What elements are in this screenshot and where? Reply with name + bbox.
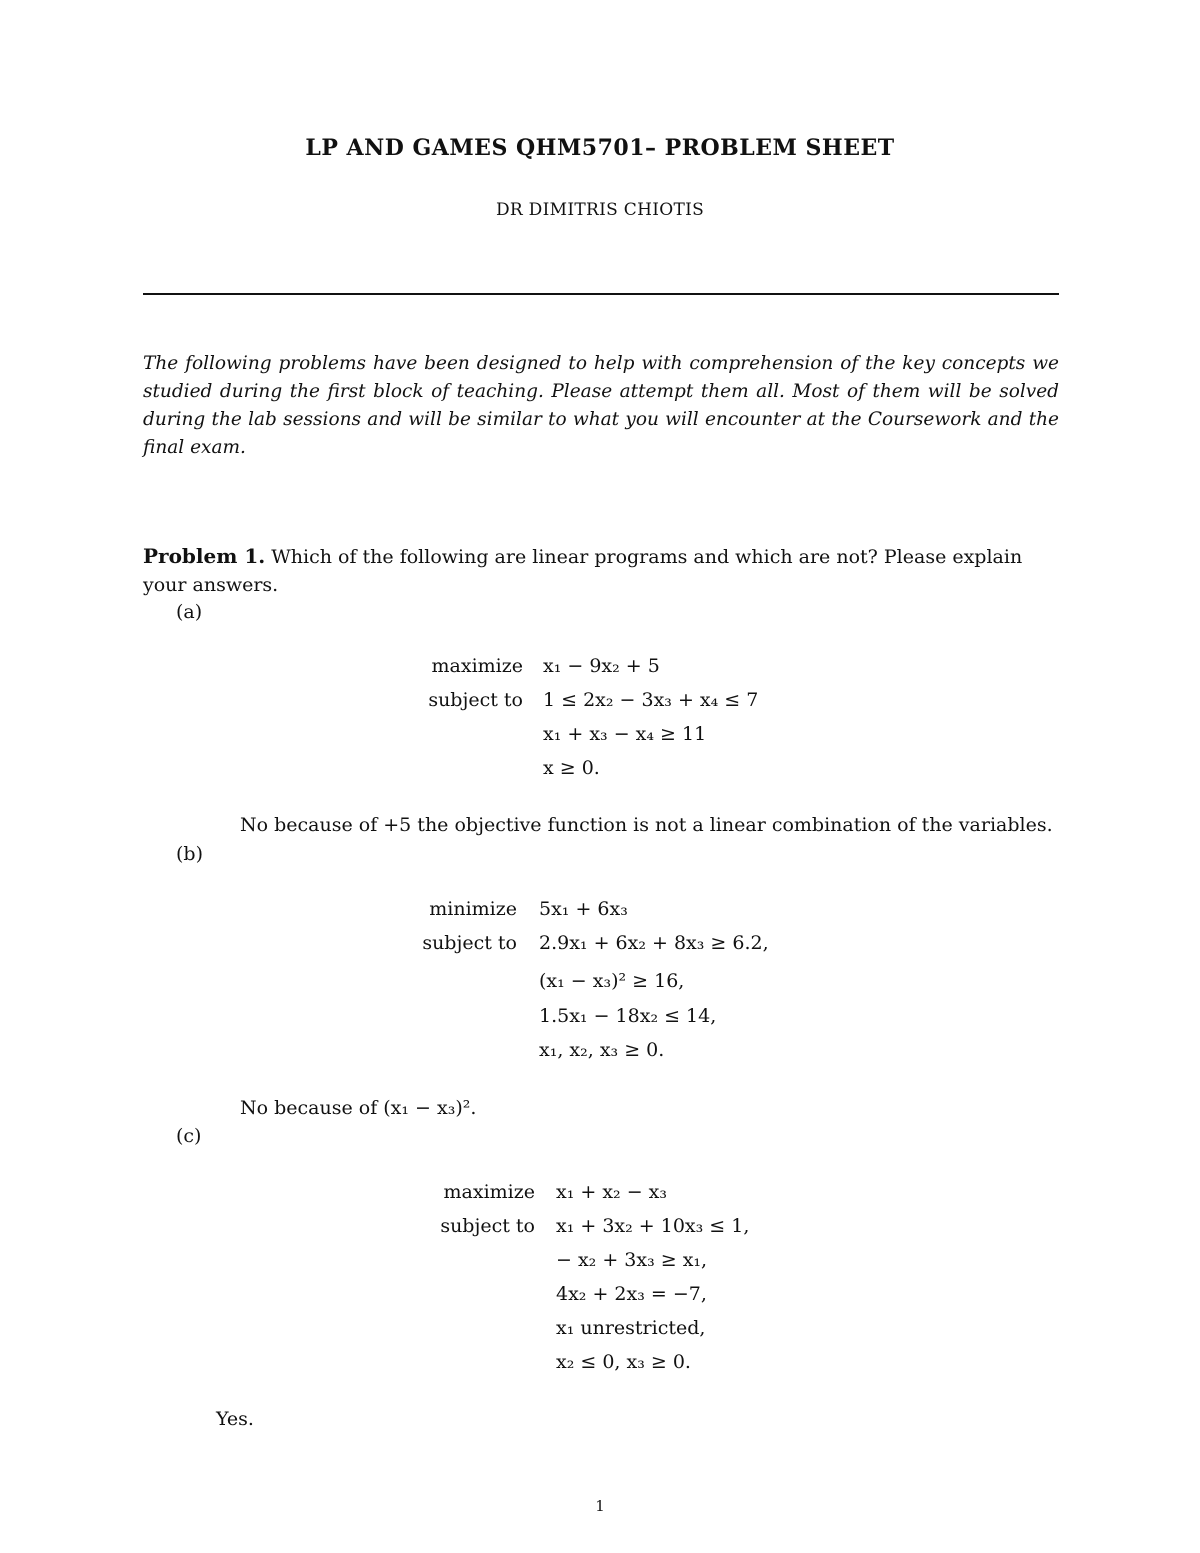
problem-1-question: Which of the following are linear programs and which are not? Please explain your answers. bbox=[143, 546, 1023, 596]
author-name: DR DIMITRIS CHIOTIS bbox=[495, 200, 705, 220]
constraint-keyword: subject to bbox=[428, 689, 523, 711]
horizontal-rule bbox=[143, 293, 1059, 295]
constraint-2: (x₁ − x₃)² ≥ 16, bbox=[539, 970, 685, 992]
constraint-4: x₁, x₂, x₃ ≥ 0. bbox=[539, 1039, 665, 1061]
constraint-keyword: subject to bbox=[440, 1215, 535, 1237]
constraint-4: x₁ unrestricted, bbox=[556, 1317, 706, 1339]
objective-expression: x₁ − 9x₂ + 5 bbox=[543, 655, 660, 677]
part-c-answer: Yes. bbox=[216, 1408, 254, 1430]
page-title: LP AND GAMES QHM5701– PROBLEM SHEET bbox=[305, 135, 895, 161]
part-b-answer: No because of (x₁ − x₃)². bbox=[240, 1097, 477, 1119]
part-a-label: (a) bbox=[176, 601, 203, 623]
abstract-paragraph: The following problems have been designed to help with comprehension of the key concepts we studied during the first block of teaching. Please attempt them all. Most of them will be solved during the lab sessions and will be similar to what you will encounter at the Coursework and the final exam. bbox=[143, 353, 1059, 458]
constraint-2: x₁ + x₃ − x₄ ≥ 11 bbox=[543, 723, 707, 745]
constraint-3: x ≥ 0. bbox=[543, 757, 600, 779]
problem-1-heading: Problem 1. bbox=[143, 544, 266, 568]
objective-keyword: maximize bbox=[431, 655, 523, 677]
problem-1-statement bbox=[143, 542, 1059, 599]
constraint-5: x₂ ≤ 0, x₃ ≥ 0. bbox=[556, 1351, 691, 1373]
objective-keyword: maximize bbox=[443, 1181, 535, 1203]
part-b-label: (b) bbox=[176, 843, 203, 865]
objective-keyword: minimize bbox=[429, 898, 517, 920]
objective-expression: 5x₁ + 6x₃ bbox=[539, 898, 628, 920]
constraint-1: x₁ + 3x₂ + 10x₃ ≤ 1, bbox=[556, 1215, 750, 1237]
constraint-1: 1 ≤ 2x₂ − 3x₃ + x₄ ≤ 7 bbox=[543, 689, 759, 711]
part-c-label: (c) bbox=[176, 1125, 202, 1147]
constraint-2: − x₂ + 3x₃ ≥ x₁, bbox=[556, 1249, 708, 1271]
constraint-3: 4x₂ + 2x₃ = −7, bbox=[556, 1283, 707, 1305]
objective-expression: x₁ + x₂ − x₃ bbox=[556, 1181, 667, 1203]
constraint-3: 1.5x₁ − 18x₂ ≤ 14, bbox=[539, 1005, 717, 1027]
page-number: 1 bbox=[595, 1497, 605, 1515]
part-a-answer: No because of +5 the objective function is not a linear combination of the variables. bbox=[240, 814, 1053, 836]
constraint-keyword: subject to bbox=[422, 932, 517, 954]
constraint-1: 2.9x₁ + 6x₂ + 8x₃ ≥ 6.2, bbox=[539, 932, 769, 954]
